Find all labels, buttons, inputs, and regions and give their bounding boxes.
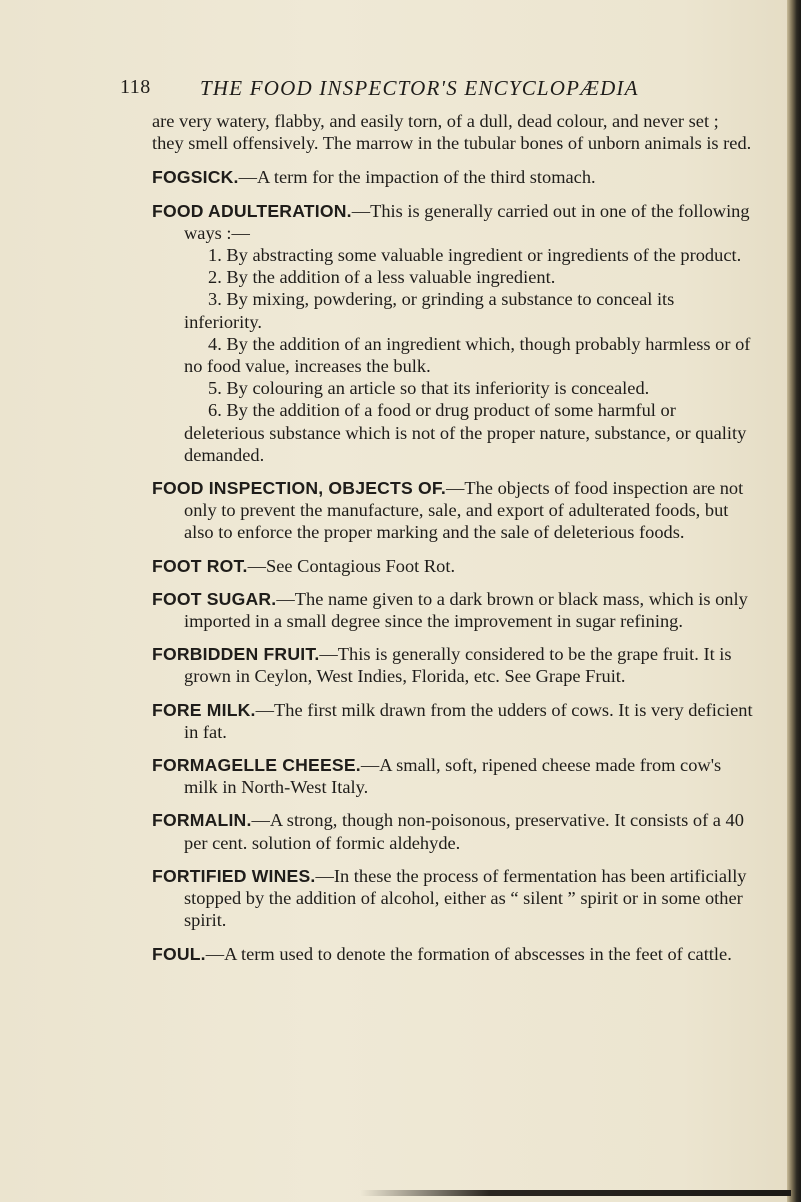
list-item: 4. By the addition of an ingredient which, though probably harmless or of no food value, increases the bulk. xyxy=(184,333,751,377)
entry-term: FORE MILK. xyxy=(152,699,256,720)
entry-term: FOGSICK. xyxy=(152,167,239,188)
entry-forbidden-fruit xyxy=(152,643,755,687)
entry-foot-rot xyxy=(152,555,755,577)
entry-term: FOOT ROT. xyxy=(152,555,248,576)
bottom-shadow-rule xyxy=(360,1190,791,1196)
page-binding-edge xyxy=(787,0,801,1202)
entry-fore-milk xyxy=(152,699,755,743)
entry-text: —In these the process of fermentation has been artificially stopped by the addition of alcohol, either as “ silent ” spirit or in some other spirit. xyxy=(184,865,747,931)
entry-text: —A strong, though non-poisonous, preservative. It consists of a 40 per cent. solution of formic aldehyde. xyxy=(184,810,744,853)
entry-text: —The objects of food inspection are not only to prevent the manufacture, sale, and export of adulterated foods, but also to enforce the proper marking and the sale of deleterious foods. xyxy=(184,478,744,543)
entry-term: FOOD INSPECTION, OBJECTS OF. xyxy=(152,478,446,499)
entry-term: FORMAGELLE CHEESE. xyxy=(152,755,361,776)
entry-text: —A small, soft, ripened cheese made from cow's milk in North-West Italy. xyxy=(184,755,722,798)
entry-text: —A term used to denote the formation of abscesses in the feet of cattle. xyxy=(205,943,732,964)
continuation-paragraph: are very watery, flabby, and easily torn, of a dull, dead colour, and never set ; they smell offensively. The marrow in the tubular bones of unborn animals is red. xyxy=(152,111,752,154)
entry-fogsick xyxy=(152,166,755,188)
entry-term: FOUL. xyxy=(152,943,206,964)
entry-formalin xyxy=(152,809,755,853)
page-number: 118 xyxy=(120,76,151,98)
page-content xyxy=(152,110,755,976)
entry-text: —This is generally carried out in one of the following ways :— xyxy=(184,200,750,243)
entry-fortified-wines xyxy=(152,865,755,932)
entry-text: —This is generally considered to be the grape fruit. It is grown in Ceylon, West Indies, Florida, etc. See Grape Fruit. xyxy=(184,644,732,687)
entry-term: FOOT SUGAR. xyxy=(152,588,277,609)
entry-text: —A term for the impaction of the third stomach. xyxy=(238,167,596,188)
entry-term: FORBIDDEN FRUIT. xyxy=(152,644,320,665)
entry-formagelle-cheese xyxy=(152,754,755,798)
running-title: THE FOOD INSPECTOR'S ENCYCLOPÆDIA xyxy=(200,76,639,100)
list-item: 2. By the addition of a less valuable ingredient. xyxy=(208,267,556,288)
entry-text: —The first milk drawn from the udders of cows. It is very deficient in fat. xyxy=(184,699,753,742)
entry-text: —See Contagious Foot Rot. xyxy=(247,555,456,576)
entry-text: —The name given to a dark brown or black mass, which is only imported in a small degree since the improvement in sugar refining. xyxy=(184,588,748,632)
entry-term: FORMALIN. xyxy=(152,810,252,831)
list-item: 6. By the addition of a food or drug product of some harmful or deleterious substance which is not of the proper nature, substance, or quality demanded. xyxy=(184,400,747,465)
entry-term: FOOD ADULTERATION. xyxy=(152,200,352,221)
page-header xyxy=(118,76,758,106)
entry-foot-sugar xyxy=(152,588,755,632)
entry-food-adulteration xyxy=(152,200,755,466)
list-item: 3. By mixing, powdering, or grinding a substance to conceal its inferiority. xyxy=(184,289,675,332)
list-item: 5. By colouring an article so that its inferiority is concealed. xyxy=(208,378,650,399)
entry-term: FORTIFIED WINES. xyxy=(152,865,316,886)
list-item: 1. By abstracting some valuable ingredient or ingredients of the product. xyxy=(208,245,742,266)
entry-food-inspection xyxy=(152,477,755,544)
entry-foul xyxy=(152,943,755,965)
